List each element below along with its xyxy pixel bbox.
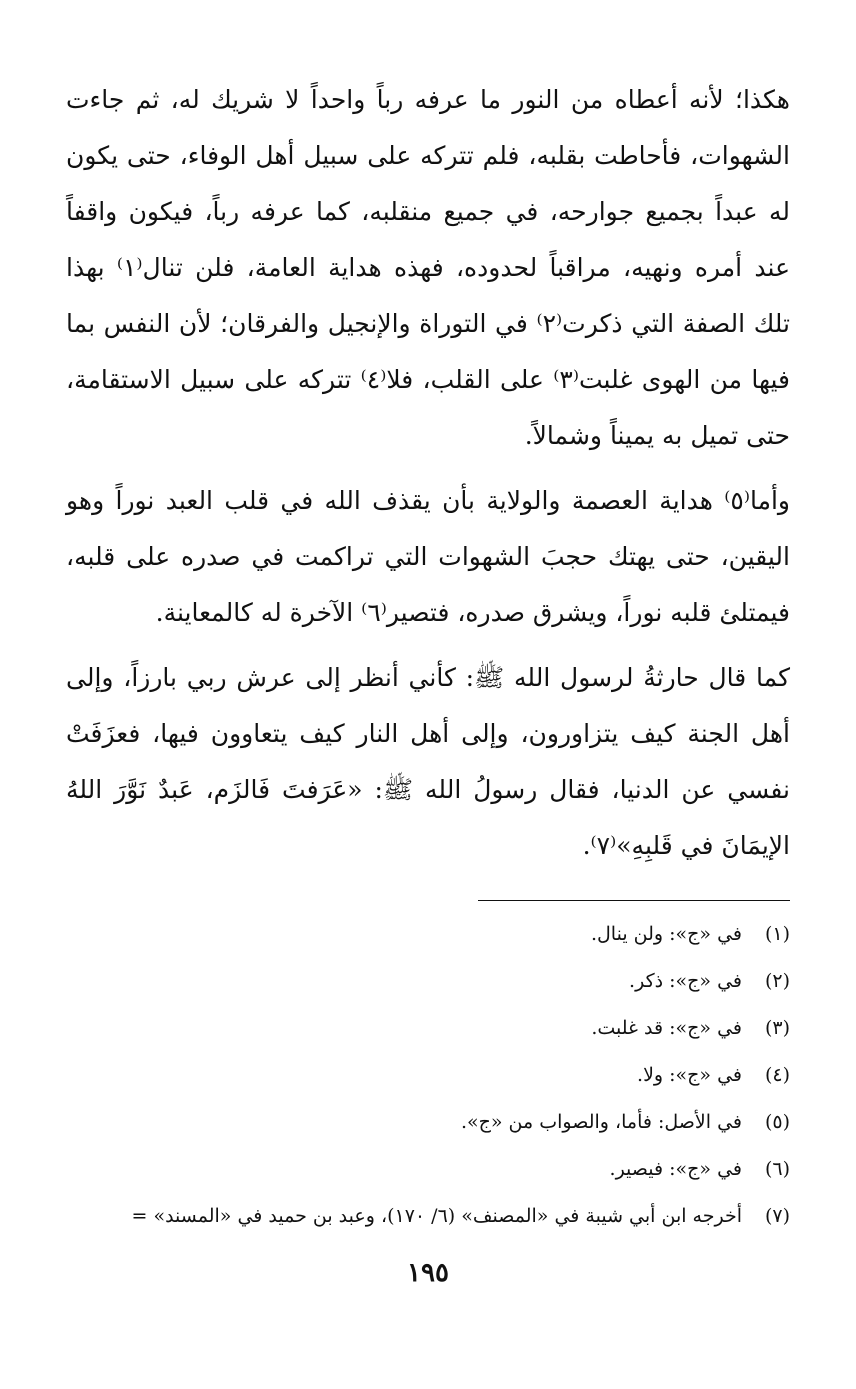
paragraph-2: وأما⁽٥⁾ هداية العصمة والولاية بأن يقذف الله في قلب العبد نوراً وهو اليقين، حتى يهتك حجبَ الشهوات التي تراكمت في صدره على قلبه، فيمتلئ قلبه نوراً، ويشرق صدره، فتصير⁽٦⁾ الآخرة له كالمعاينة. — [66, 486, 790, 627]
footnote-number: (٣) — [764, 1017, 790, 1039]
footnote-text: في «ج»: ولا. — [637, 1064, 742, 1086]
paragraph-3: كما قال حارثةُ لرسول الله ﷺ: كأني أنظر إلى عرش ربي بارزاً، وإلى أهل الجنة كيف يتزاورون، وإلى أهل النار كيف يتعاوون فيها، فعزَفَتْ نفسي عن الدنيا، فقال رسولُ الله ﷺ: «عَرَفتَ فَالزَم، عَبدٌ نَوَّرَ اللهُ الإيمَانَ في قَلبِهِ»⁽٧⁾. — [66, 663, 790, 860]
footnote-4 — [66, 1052, 790, 1099]
paragraph-1: هكذا؛ لأنه أعطاه من النور ما عرفه رباً واحداً لا شريك له، ثم جاءت الشهوات، فأحاطت بقلبه، فلم تتركه على سبيل أهل الوفاء، حتى يكون له عبداً بجميع جوارحه، في جميع منقلبه، كما عرفه رباً، فيكون واقفاً عند أمره ونهيه، مراقباً لحدوده، فهذه هداية العامة، فلن تنال⁽١⁾ بهذا تلك الصفة التي ذكرت⁽٢⁾ في التوراة والإنجيل والفرقان؛ لأن النفس بما فيها من الهوى غلبت⁽٣⁾ على القلب، فلا⁽٤⁾ تتركه على سبيل الاستقامة، حتى تميل به يميناً وشمالاً. — [66, 85, 791, 450]
footnote-number: (٧) — [764, 1205, 790, 1227]
footnote-5 — [66, 1099, 790, 1146]
footnote-number: (٥) — [764, 1111, 790, 1133]
footnote-number: (٤) — [764, 1064, 790, 1086]
footnote-1 — [66, 911, 790, 958]
footnote-text: في «ج»: قد غلبت. — [591, 1017, 742, 1039]
footnote-divider — [478, 900, 790, 901]
footnote-number: (٦) — [764, 1158, 790, 1180]
footnote-text: في الأصل: فأما، والصواب من «ج». — [460, 1111, 742, 1133]
footnote-6 — [66, 1146, 790, 1193]
footnote-3 — [66, 1005, 790, 1052]
footnotes-list — [66, 911, 790, 1240]
footnote-text: في «ج»: ولن ينال. — [590, 923, 742, 945]
footnote-number: (١) — [764, 923, 790, 945]
footnote-text: أخرجه ابن أبي شيبة في «المصنف» (٦/ ١٧٠)، وعبد بن حميد في «المسند» = — [131, 1205, 742, 1227]
footnote-number: (٢) — [764, 970, 790, 992]
footnote-text: في «ج»: فيصير. — [609, 1158, 742, 1180]
main-text — [66, 72, 790, 874]
footnote-7 — [66, 1193, 790, 1240]
footnote-text: في «ج»: ذكر. — [629, 970, 742, 992]
footnote-2 — [66, 958, 790, 1005]
page-number: ١٩٥ — [407, 1258, 449, 1288]
